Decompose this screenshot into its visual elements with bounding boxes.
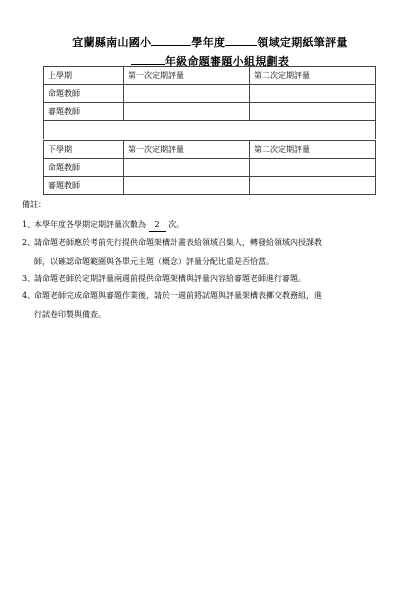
note-number: 2、 — [22, 238, 36, 247]
notes-section — [22, 198, 402, 325]
note-line: 行試卷印製與備查。 — [34, 310, 106, 319]
table-row — [44, 103, 376, 121]
note-text — [34, 218, 402, 232]
table-spacer — [43, 119, 376, 139]
domain-blank[interactable] — [225, 34, 257, 46]
table-row — [44, 85, 376, 103]
note-item — [22, 272, 402, 285]
school-name: 宜蘭縣南山國小 — [72, 36, 152, 49]
note-number: 1、 — [22, 220, 36, 229]
table-cell[interactable] — [124, 85, 250, 103]
table-cell[interactable] — [250, 177, 376, 195]
table-row — [44, 177, 376, 195]
note-text — [34, 272, 402, 285]
semester-label: 上學期 — [44, 67, 124, 85]
table-header-row — [44, 67, 376, 85]
school-year-blank[interactable] — [151, 34, 191, 46]
table-cell[interactable] — [250, 85, 376, 103]
question-teacher-label: 命題教師 — [44, 159, 124, 177]
table-row — [44, 159, 376, 177]
document-title — [0, 34, 420, 50]
first-exam-header: 第一次定期評量 — [124, 141, 250, 159]
table-cell[interactable] — [250, 103, 376, 121]
note-number: 4、 — [22, 291, 36, 300]
review-teacher-label: 審題教師 — [44, 177, 124, 195]
second-semester-table — [43, 140, 376, 195]
semester-label: 下學期 — [44, 141, 124, 159]
notes-heading: 備註： — [22, 200, 46, 209]
table-cell[interactable] — [124, 177, 250, 195]
note-item — [22, 236, 402, 268]
note-item — [22, 218, 402, 232]
school-year-label: 學年度 — [191, 36, 226, 49]
note-line: 命題老師完成命題與審題作業後，請於一週前將試題與評量架構表擲交教務組，進 — [34, 291, 322, 300]
note-line: 師，以確認命題範圍與各單元主題（概念）評量分配比重是否恰當。 — [34, 257, 274, 266]
exam-count-value: 2 — [149, 218, 166, 232]
note-line: 請命題老師於定期評量兩週前提供命題架構與評量內容給審題老師進行審題。 — [34, 274, 306, 283]
table-cell[interactable] — [124, 103, 250, 121]
first-semester-table — [43, 66, 376, 121]
first-exam-header: 第一次定期評量 — [124, 67, 250, 85]
note-text — [34, 289, 402, 321]
note-text-post: 次。 — [168, 220, 185, 229]
domain-label: 領域定期紙筆評量 — [257, 36, 348, 49]
note-line: 請命題老師應於考前先行提供命題架構計畫表給領域召集人，轉發給領域內授課教 — [34, 238, 322, 247]
review-teacher-label: 審題教師 — [44, 103, 124, 121]
table-header-row — [44, 141, 376, 159]
second-exam-header: 第二次定期評量 — [250, 141, 376, 159]
second-exam-header: 第二次定期評量 — [250, 67, 376, 85]
subtitle-text: 年級命題審題小組規劃表 — [164, 55, 290, 68]
note-text-pre: 本學年度各學期定期評量次數為 — [34, 220, 146, 229]
note-text — [34, 236, 402, 268]
note-number: 3、 — [22, 274, 36, 283]
question-teacher-label: 命題教師 — [44, 85, 124, 103]
table-cell[interactable] — [124, 159, 250, 177]
table-cell[interactable] — [250, 159, 376, 177]
note-item — [22, 289, 402, 321]
grade-blank[interactable] — [131, 53, 165, 65]
